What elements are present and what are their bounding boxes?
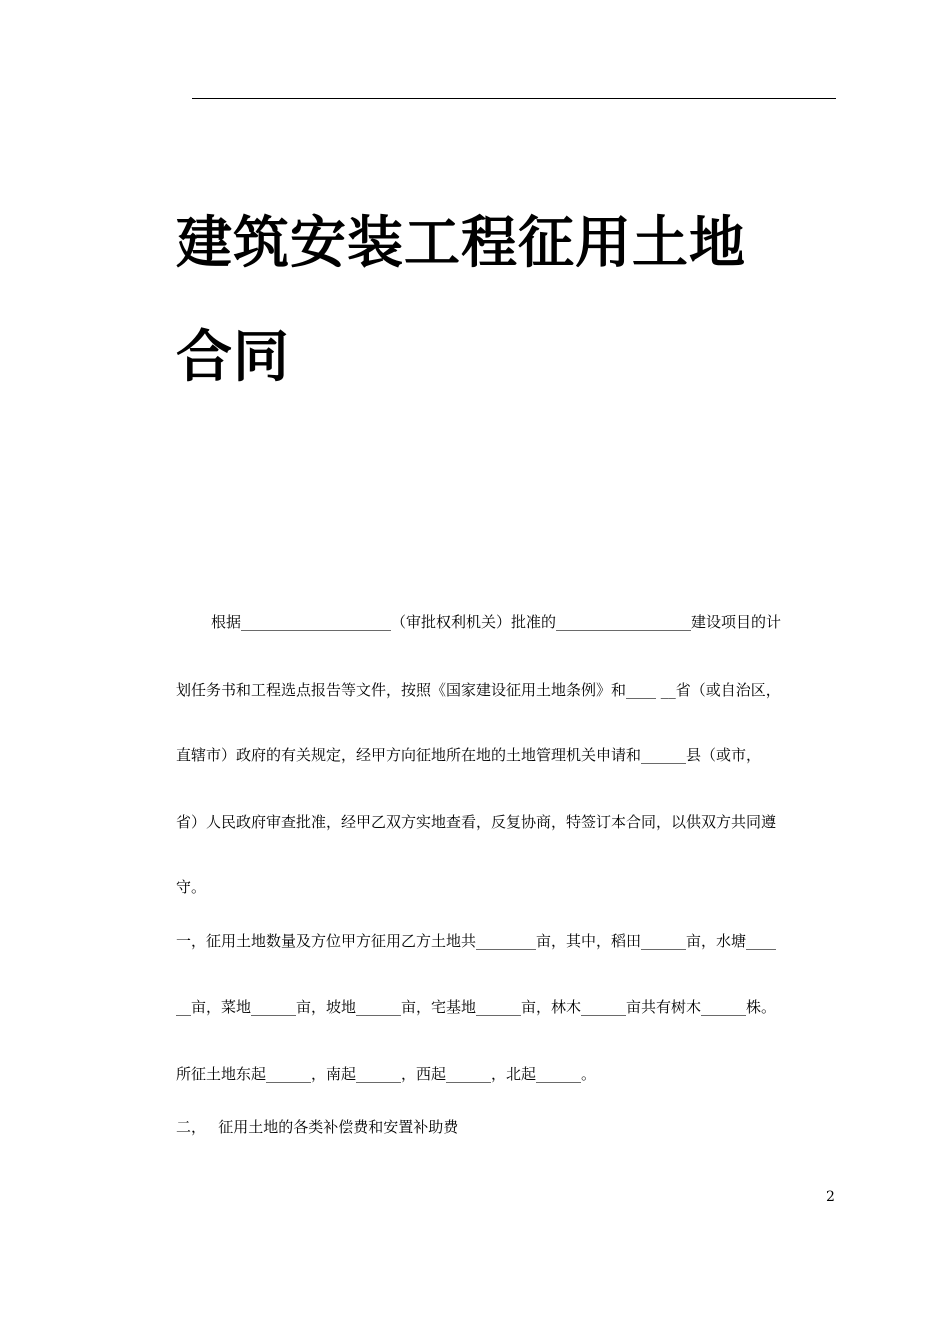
page-number: 2	[826, 1189, 835, 1205]
section-1-line-1: 一，征用土地数量及方位甲方征用乙方土地共________亩，其中，稻田______亩，水塘____	[176, 932, 777, 950]
body-line-5: 守。	[176, 878, 207, 896]
body-line-2: 划任务书和工程选点报告等文件，按照《国家建设征用土地条例》和____ __省（或自治区，	[176, 681, 781, 699]
section-2-heading: 二， 征用土地的各类补偿费和安置补助费	[176, 1118, 459, 1136]
body-line-1: 根据____________________（审批权利机关）批准的__________________建设项目的计	[211, 613, 782, 631]
body-line-3: 直辖市）政府的有关规定，经甲方向征地所在地的土地管理机关申请和______县（或市，	[176, 746, 762, 764]
body-line-4: 省）人民政府审查批准，经甲乙双方实地查看，反复协商，特签订本合同，以供双方共同遵	[176, 813, 777, 831]
document-title-line-2: 合同	[176, 325, 290, 390]
document-title-line-1: 建筑安装工程征用土地	[176, 211, 746, 276]
section-1-line-3: 所征土地东起______，南起______，西起______，北起______。	[176, 1065, 597, 1083]
section-1-line-2: __亩，菜地______亩，坡地______亩，宅基地______亩，林木______亩共有树木______株。	[176, 998, 777, 1016]
header-rule	[192, 98, 836, 99]
